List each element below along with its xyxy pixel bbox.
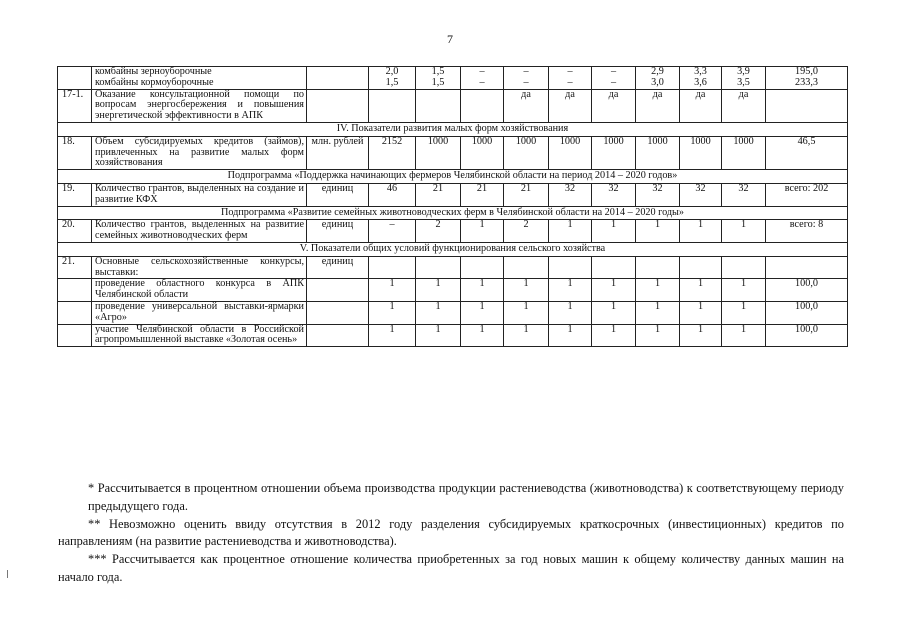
row-total: всего: 202 — [766, 183, 848, 206]
year-value-line: – — [523, 76, 529, 88]
year-value: 1000 — [636, 136, 680, 169]
year-value: 46 — [369, 183, 416, 206]
year-value: 32 — [549, 183, 592, 206]
row-total-line: 195,0 — [795, 66, 818, 77]
year-value: 1 — [722, 324, 766, 347]
section-heading: IV. Показатели развития малых форм хозяйствования — [58, 122, 848, 136]
row-number: 20. — [58, 220, 92, 243]
year-value: да — [680, 89, 722, 122]
year-value-line: – — [479, 76, 485, 88]
footnotes — [58, 480, 844, 587]
year-value: 2 — [504, 220, 549, 243]
year-value: 1 — [369, 301, 416, 324]
row-unit — [307, 324, 369, 347]
year-value — [680, 67, 722, 90]
year-value: 1000 — [416, 136, 461, 169]
year-value: 1 — [461, 220, 504, 243]
year-value: 1 — [504, 301, 549, 324]
row-description — [92, 67, 307, 90]
year-value-line: 2,9 — [651, 66, 664, 77]
row-description: Оказание консультационной помощи по вопросам энергосбережения и повышения энергетической эффективности в АПК — [92, 89, 307, 122]
year-value — [369, 256, 416, 279]
row-description: Количество грантов, выделенных на создание и развитие КФХ — [92, 183, 307, 206]
year-value: да — [549, 89, 592, 122]
year-value-line: – — [610, 76, 617, 88]
table-row — [58, 183, 848, 206]
section-heading: V. Показатели общих условий функционирования сельского хозяйства — [58, 242, 848, 256]
year-value: 1000 — [722, 136, 766, 169]
row-unit: единиц — [307, 220, 369, 243]
year-value — [592, 256, 636, 279]
year-value: 1 — [369, 324, 416, 347]
year-value: да — [636, 89, 680, 122]
year-value — [416, 67, 461, 90]
year-value: 1 — [722, 220, 766, 243]
year-value: 1 — [680, 279, 722, 302]
row-unit: единиц — [307, 256, 369, 279]
year-value: 32 — [636, 183, 680, 206]
description-line: комбайны кормоуборочные — [95, 76, 214, 88]
table-row — [58, 89, 848, 122]
year-value — [722, 67, 766, 90]
section-heading: Подпрограмма «Развитие семейных животноводческих ферм в Челябинской области на 2014 – 2020 годы» — [58, 206, 848, 220]
section-row — [58, 242, 848, 256]
year-value-line: 3,3 — [694, 66, 707, 77]
year-value: 1 — [680, 220, 722, 243]
footnote-3: *** Рассчитывается как процентное отношение количества приобретенных за год новых машин к общему количеству данных машин на начало года. — [58, 552, 844, 584]
year-value: да — [722, 89, 766, 122]
section-heading: Подпрограмма «Поддержка начинающих фермеров Челябинской области на период 2014 – 2020 годов» — [58, 170, 848, 184]
year-value: да — [592, 89, 636, 122]
year-value: 32 — [592, 183, 636, 206]
year-value-line: – — [479, 66, 485, 77]
year-value-line: 1,5 — [431, 76, 445, 88]
year-value-line: 3,6 — [694, 76, 707, 88]
row-description: Основные сельскохозяйственные конкурсы, выставки: — [92, 256, 307, 279]
row-unit: млн. рублей — [307, 136, 369, 169]
row-total: 100,0 — [766, 279, 848, 302]
year-value: 1 — [680, 301, 722, 324]
year-value: 1000 — [592, 136, 636, 169]
row-number — [58, 279, 92, 302]
row-number: 17-1. — [58, 89, 92, 122]
year-value: 1 — [592, 279, 636, 302]
section-row — [58, 122, 848, 136]
row-number: 18. — [58, 136, 92, 169]
year-value: 1 — [592, 301, 636, 324]
row-description: проведение универсальной выставки-ярмарки «Агро» — [92, 301, 307, 324]
row-number — [58, 67, 92, 90]
year-value — [461, 89, 504, 122]
year-value: 1 — [722, 301, 766, 324]
year-value — [461, 256, 504, 279]
year-value: 1 — [592, 324, 636, 347]
description-line: комбайны зерноуборочные — [95, 66, 212, 77]
year-value — [504, 256, 549, 279]
row-unit — [307, 279, 369, 302]
section-row — [58, 206, 848, 220]
row-total — [766, 256, 848, 279]
year-value — [636, 67, 680, 90]
footnote-1: * Рассчитывается в процентном отношении объема производства продукции растениеводства (животноводства) к соответствующему периоду предыдущего года. — [88, 481, 844, 513]
year-value: 1 — [636, 301, 680, 324]
row-unit — [307, 67, 369, 90]
year-value-line: 2,0 — [385, 66, 399, 77]
year-value: 1 — [549, 220, 592, 243]
year-value: 1 — [722, 279, 766, 302]
year-value: 2 — [416, 220, 461, 243]
year-value: 21 — [504, 183, 549, 206]
row-number — [58, 324, 92, 347]
year-value: 1 — [592, 220, 636, 243]
year-value: – — [369, 220, 416, 243]
row-description: участие Челябинской области в Российской агропромышленной выставке «Золотая осень» — [92, 324, 307, 347]
year-value — [504, 67, 549, 90]
indicators-table — [57, 66, 848, 347]
year-value-line: – — [567, 66, 573, 77]
year-value: 1000 — [549, 136, 592, 169]
year-value — [722, 256, 766, 279]
row-total: всего: 8 — [766, 220, 848, 243]
year-value: 1 — [549, 279, 592, 302]
year-value — [549, 67, 592, 90]
row-unit: единиц — [307, 183, 369, 206]
row-unit — [307, 301, 369, 324]
year-value: 1 — [416, 279, 461, 302]
row-total-line: 233,3 — [795, 76, 818, 88]
year-value — [461, 67, 504, 90]
year-value: 1 — [680, 324, 722, 347]
year-value: да — [504, 89, 549, 122]
row-number: 19. — [58, 183, 92, 206]
table-row — [58, 136, 848, 169]
table-row — [58, 256, 848, 279]
year-value-line: 3,9 — [737, 66, 750, 77]
year-value: 1 — [461, 279, 504, 302]
indicators-table-body — [58, 67, 848, 347]
table-row — [58, 279, 848, 302]
year-value-line: – — [567, 76, 573, 88]
year-value: 1 — [549, 301, 592, 324]
year-value: 1000 — [461, 136, 504, 169]
year-value — [680, 256, 722, 279]
row-total: 100,0 — [766, 324, 848, 347]
section-row — [58, 170, 848, 184]
year-value — [416, 256, 461, 279]
footnote-2: ** Невозможно оценить ввиду отсутствия в 2012 году разделения субсидируемых краткосрочных (инвестиционных) кредитов по направлениям (на развитие растениеводства и животноводства). — [58, 516, 844, 549]
year-value — [369, 89, 416, 122]
year-value: 1 — [504, 324, 549, 347]
table-row — [58, 301, 848, 324]
year-value: 32 — [722, 183, 766, 206]
row-total — [766, 67, 848, 90]
year-value: 1000 — [680, 136, 722, 169]
year-value-line: – — [610, 66, 617, 77]
row-unit — [307, 89, 369, 122]
year-value-line: – — [523, 66, 529, 77]
table-row — [58, 67, 848, 90]
table-row — [58, 220, 848, 243]
table-row — [58, 324, 848, 347]
year-value-line: 1,5 — [385, 76, 399, 88]
year-value: 1 — [549, 324, 592, 347]
row-description: Объем субсидируемых кредитов (займов), привлеченных на развитие малых форм хозяйствования — [92, 136, 307, 169]
year-value: 1 — [636, 279, 680, 302]
year-value: 1 — [369, 279, 416, 302]
row-total: 100,0 — [766, 301, 848, 324]
year-value: 21 — [461, 183, 504, 206]
row-description: Количество грантов, выделенных на развитие семейных животноводческих ферм — [92, 220, 307, 243]
year-value — [416, 89, 461, 122]
row-total — [766, 89, 848, 122]
row-number — [58, 301, 92, 324]
year-value — [369, 67, 416, 90]
year-value: 1000 — [504, 136, 549, 169]
year-value — [549, 256, 592, 279]
page-number: 7 — [447, 32, 453, 46]
year-value: 1 — [636, 324, 680, 347]
year-value: 2152 — [369, 136, 416, 169]
year-value-line: 3,0 — [651, 76, 664, 88]
year-value — [592, 67, 636, 90]
year-value: 32 — [680, 183, 722, 206]
year-value-line: 3,5 — [737, 76, 750, 88]
row-total: 46,5 — [766, 136, 848, 169]
year-value: 1 — [416, 301, 461, 324]
year-value: 1 — [461, 301, 504, 324]
margin-mark — [7, 570, 8, 578]
year-value: 1 — [461, 324, 504, 347]
row-description: проведение областного конкурса в АПК Челябинской области — [92, 279, 307, 302]
year-value-line: 1,5 — [431, 66, 445, 77]
year-value: 21 — [416, 183, 461, 206]
year-value: 1 — [416, 324, 461, 347]
year-value: 1 — [636, 220, 680, 243]
row-number: 21. — [58, 256, 92, 279]
year-value: 1 — [504, 279, 549, 302]
year-value — [636, 256, 680, 279]
